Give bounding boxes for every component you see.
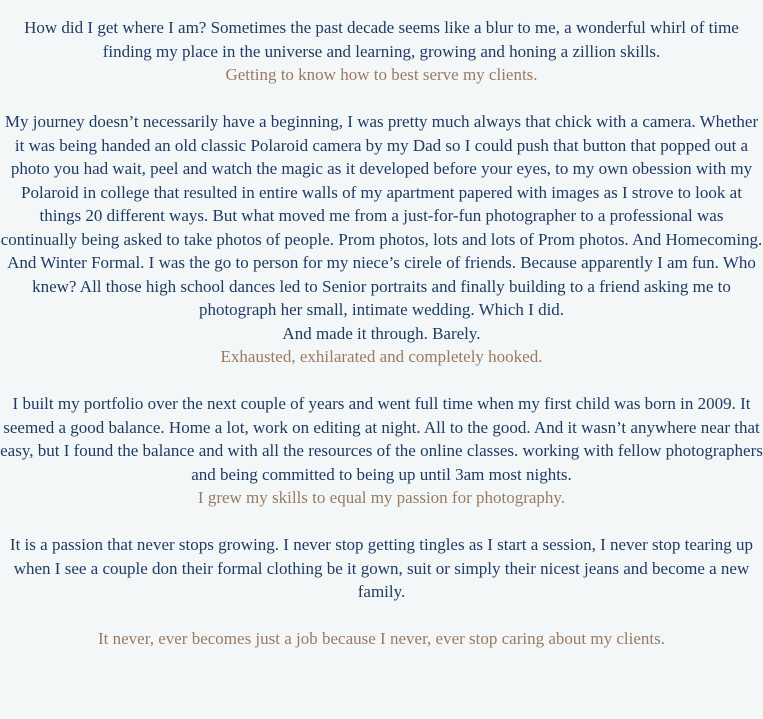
journey-paragraph: My journey doesn’t necessarily have a beginning, I was pretty much always that chick with a camera. Whether it was being handed an old classic Polaroid camera by my Dad so I could push that button that popped out a photo you had wait, peel and watch the magic as it developed before your eyes, to my own obession with my Polaroid in college that resulted in entire walls of my apartment papered with images as I strove to look at things 20 different ways. But what moved me from a just-for-fun photographer to a professional was continually being asked to take photos of people. Prom photos, lots and lots of Prom photos. And Homecoming. And Winter Formal. I was the go to person for my niece’s cirele of friends. Because apparently I am fun. Who knew? All those high school dances led to Senior portraits and finally building to a friend asking me to photograph her small, intimate wedding. Which I did. xyxy=(0,112,763,319)
spacer xyxy=(0,604,763,628)
spacer xyxy=(0,369,763,393)
spacer xyxy=(0,87,763,111)
portfolio-highlight: I grew my skills to equal my passion for photography. xyxy=(197,488,566,507)
intro-highlight: Getting to know how to best serve my clients. xyxy=(225,65,538,84)
intro-paragraph: How did I get where I am? Sometimes the past decade seems like a blur to me, a wonderful whirl of time finding my place in the universe and learning, growing and honing a zillion skills. xyxy=(24,18,739,61)
passion-paragraph: It is a passion that never stops growing. I never stop getting tingles as I start a session, I never stop tearing up when I see a couple don their formal clothing be it gown, suit or simply their nicest jeans and become a new family. xyxy=(9,535,754,601)
journey-extra-line: And made it through. Barely. xyxy=(282,323,481,343)
journey-highlight: Exhausted, exhilarated and completely hooked. xyxy=(220,347,543,366)
portfolio-paragraph: I built my portfolio over the next couple of years and went full time when my first child was born in 2009. It seemed a good balance. Home a lot, work on editing at night. All to the good. And it wasn’t anywhere near that easy, but I found the balance and with all the resources of the online classes. working with fellow photographers and being committed to being up until 3am most nights. xyxy=(0,394,763,484)
closing-line: It never, ever becomes just a job because I never, ever stop caring about my clients. xyxy=(98,629,665,648)
spacer xyxy=(0,510,763,534)
